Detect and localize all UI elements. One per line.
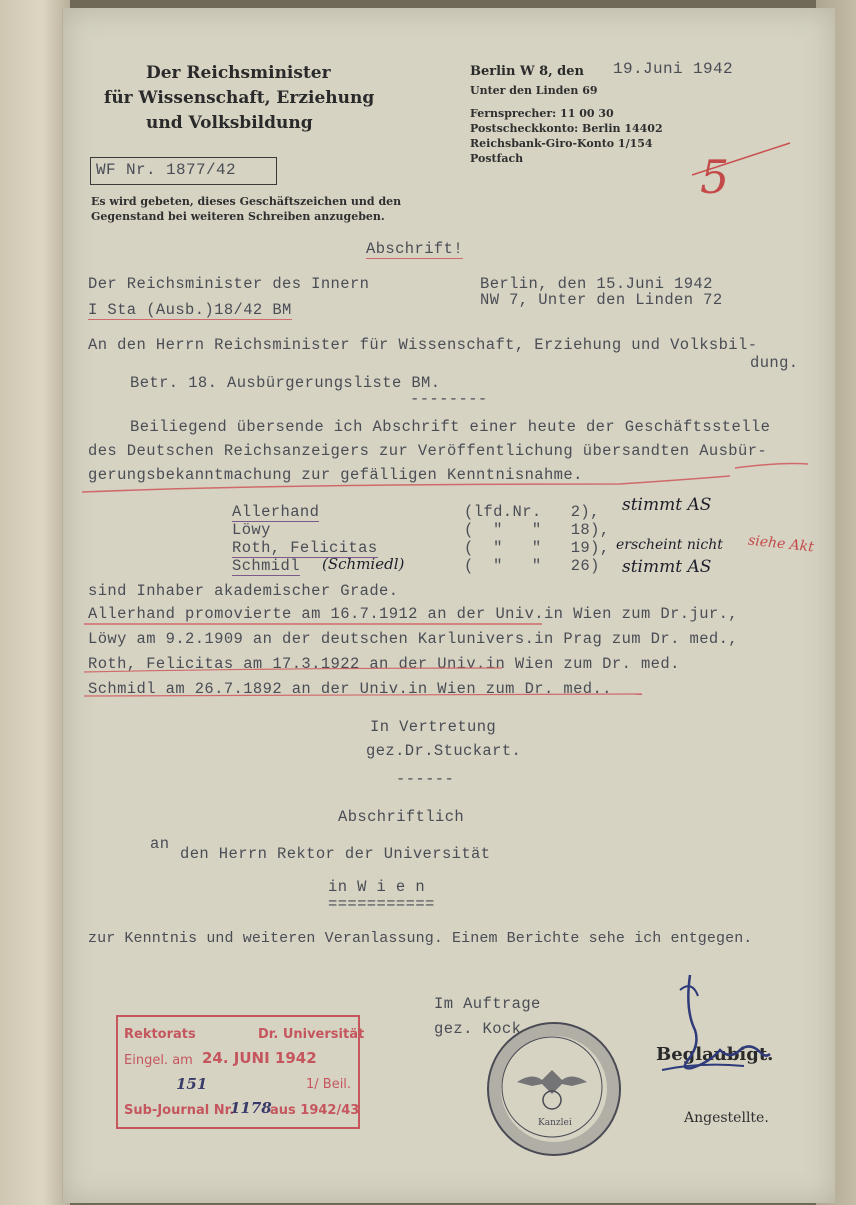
person-name-1: Allerhand — [232, 503, 320, 521]
detail-line-2: Löwy am 9.2.1909 an der deutschen Karlunivers.in Prag zum Dr. med., — [88, 630, 739, 648]
person-name-3: Roth, Felicitas — [232, 539, 378, 557]
person-note-3: erscheint nicht — [616, 537, 723, 553]
red-underlines-details — [82, 620, 682, 700]
red-mark-number: 5 — [700, 150, 730, 204]
letterhead-date: 19.Juni 1942 — [613, 60, 734, 78]
forward-label: Abschriftlich — [338, 808, 465, 826]
body-line-2: des Deutschen Reichsanzeigers zur Veröffentlichung übersandten Ausbür- — [88, 442, 768, 460]
subject: Betr. 18. Ausbürgerungsliste BM. — [130, 374, 441, 392]
body-line-3: gerungsbekanntmachung zur gefälligen Kenntnisnahme. — [88, 466, 583, 484]
letterhead-title-1: Der Reichsminister — [146, 63, 331, 83]
stamp-line4-right: aus 1942/43 — [270, 1103, 360, 1118]
letterhead-contact-3: Reichsbank-Giro-Konto 1/154 — [470, 137, 653, 150]
red-note: siehe Akt — [747, 532, 815, 556]
letterhead-location: Berlin W 8, den — [470, 64, 584, 79]
letterhead-address: Unter den Linden 69 — [470, 84, 598, 97]
sign-divider: ------ — [396, 770, 455, 788]
person-ref-4: ( " " 26) — [464, 557, 600, 575]
detail-line-1: Allerhand promovierte am 16.7.1912 an der Univ.in Wien zum Dr.jur., — [88, 605, 739, 623]
instruction-line-2: Gegenstand bei weiteren Schreiben anzugeben. — [91, 210, 385, 223]
heading: Abschrift! — [366, 240, 464, 258]
body-line-1: Beiliegend übersende ich Abschrift einer heute der Geschäftsstelle — [130, 418, 771, 436]
stamp-line4-label: Sub-Journal Nr. — [124, 1103, 235, 1118]
letterhead-contact-4: Postfach — [470, 152, 524, 165]
sender-name: Der Reichsminister des Innern — [88, 275, 370, 293]
stamp-line1-right: Dr. Universität — [258, 1027, 365, 1042]
certification-role: Angestellte. — [684, 1110, 769, 1126]
sign-line-1: In Vertretung — [370, 718, 497, 736]
red-underline-body — [80, 450, 820, 500]
sign-line-2: gez.Dr.Stuckart. — [366, 742, 522, 760]
stamp-line2-label: Eingel. am — [124, 1053, 193, 1068]
letterhead-title-2: für Wissenschaft, Erziehung — [104, 88, 375, 108]
forward-an: an — [150, 835, 170, 853]
person-ref-2: ( " " 18), — [464, 521, 610, 539]
signature-svg — [640, 970, 780, 1100]
person-ref-3: ( " " 19), — [464, 539, 610, 557]
sender-address: NW 7, Unter den Linden 72 — [480, 291, 723, 309]
forward-equals: =========== — [328, 895, 435, 913]
stamp-line2-date: 24. JUNI 1942 — [202, 1049, 317, 1067]
stamp-line1-left: Rektorats — [124, 1027, 196, 1042]
forward-closing: zur Kenntnis und weiteren Veranlassung. Einem Berichte sehe ich entgegen. — [88, 930, 753, 947]
recipient-line-1: An den Herrn Reichsminister für Wissenschaft, Erziehung und Volksbil- — [88, 336, 758, 354]
person-name-2: Löwy — [232, 521, 271, 539]
stamp-line3-num: 151 — [176, 1075, 208, 1093]
subject-divider: -------- — [410, 390, 488, 408]
adjacent-page-left — [0, 0, 70, 1205]
letterhead-contact-1: Fernsprecher: 11 00 30 — [470, 107, 614, 120]
letterhead-contact-2: Postscheckkonto: Berlin 14402 — [470, 122, 663, 135]
person-note-1: stimmt AS — [622, 495, 712, 515]
academic-line: sind Inhaber akademischer Grade. — [88, 582, 399, 600]
certification-label: Beglaubigt. — [656, 1044, 774, 1065]
detail-line-4: Schmidl am 26.7.1892 an der Univ.in Wien zum Dr. med.. — [88, 680, 612, 698]
stamp-line4-num: 1178 — [230, 1099, 272, 1117]
seal-emblem — [487, 1022, 617, 1152]
person-ref-1: (lfd.Nr. 2), — [464, 503, 600, 521]
auftrag-line-2: gez. Kock — [434, 1020, 522, 1038]
forward-to: den Herrn Rektor der Universität — [180, 845, 491, 863]
person-note-4: stimmt AS — [622, 557, 712, 577]
detail-line-3: Roth, Felicitas am 17.3.1922 an der Univ.in Wien zum Dr. med. — [88, 655, 680, 673]
sender-ref: I Sta (Ausb.)18/42 BM — [88, 301, 292, 319]
auftrag-line-1: Im Auftrage — [434, 995, 541, 1013]
recipient-line-2: dung. — [750, 354, 799, 372]
seal-inner-text: Kanzlei — [538, 1118, 572, 1128]
stamp-line3-right: 1/ Beil. — [306, 1077, 352, 1092]
instruction-line-1: Es wird gebeten, dieses Geschäftszeichen und den — [91, 195, 402, 208]
letterhead-title-3: und Volksbildung — [146, 113, 313, 133]
person-name-4: Schmidl — [232, 557, 300, 575]
receipt-stamp — [116, 1015, 365, 1129]
sender-place-date: Berlin, den 15.Juni 1942 — [480, 275, 713, 293]
forward-city: in W i e n — [328, 878, 426, 896]
reference-number: WF Nr. 1877/42 — [96, 161, 237, 179]
handwritten-schmiedl: (Schmiedl) — [322, 555, 405, 573]
